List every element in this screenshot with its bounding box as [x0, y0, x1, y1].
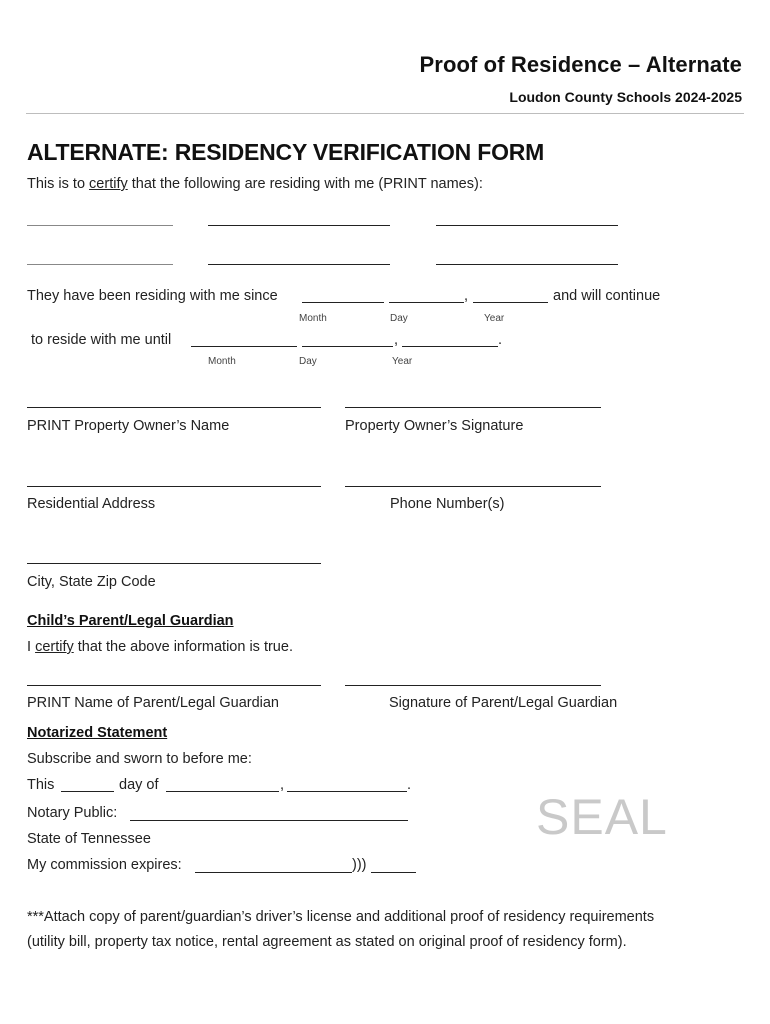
since-day-label: Day	[390, 313, 408, 324]
guardian-name-field[interactable]	[27, 685, 321, 686]
until-text: to reside with me until	[31, 332, 172, 348]
notary-day-of-text: day of	[119, 777, 159, 793]
guardian-certify-text	[27, 639, 293, 655]
until-year-field[interactable]	[402, 346, 498, 347]
notary-comma: ,	[280, 777, 285, 793]
until-year-label: Year	[392, 356, 413, 367]
notary-state-text: State of Tennessee	[27, 831, 151, 847]
notary-year-field[interactable]	[287, 791, 407, 792]
since-year-label: Year	[484, 313, 505, 324]
intro-post: that the following are residing with me (PRINT names):	[127, 176, 483, 192]
owner-signature-field[interactable]	[345, 407, 601, 408]
footer-note-line-2: (utility bill, property tax notice, rental agreement as stated on original proof of residency form).	[27, 934, 627, 950]
notary-heading: Notarized Statement	[27, 725, 168, 741]
notary-day-field[interactable]	[61, 791, 114, 792]
phone-label: Phone Number(s)	[390, 496, 505, 512]
guardian-certify-word: certify	[35, 639, 74, 655]
since-tail: and will continue	[553, 288, 661, 304]
since-text: They have been residing with me since	[27, 288, 278, 304]
form-title: ALTERNATE: RESIDENCY VERIFICATION FORM	[27, 139, 545, 165]
notary-month-field[interactable]	[166, 791, 279, 792]
until-day-field[interactable]	[302, 346, 393, 347]
until-period: .	[498, 332, 503, 348]
intro-text	[27, 176, 483, 192]
resident-name-field-2[interactable]	[208, 225, 390, 226]
resident-name-field-6[interactable]	[436, 264, 618, 265]
page-subtitle: Loudon County Schools 2024-2025	[509, 89, 742, 105]
until-comma: ,	[394, 332, 399, 348]
phone-field[interactable]	[345, 486, 601, 487]
commission-label: My commission expires:	[27, 857, 182, 873]
intro-certify: certify	[89, 176, 128, 192]
address-field[interactable]	[27, 486, 321, 487]
until-month-label: Month	[208, 356, 236, 367]
commission-date-field[interactable]	[195, 872, 352, 873]
notary-this-text: This	[27, 777, 55, 793]
notary-sworn-text: Subscribe and sworn to before me:	[27, 751, 252, 767]
guardian-certify-pre: I	[27, 639, 36, 655]
commission-extra-field[interactable]	[371, 872, 416, 873]
since-year-field[interactable]	[473, 302, 548, 303]
since-month-label: Month	[299, 313, 327, 324]
commission-suffix: )))	[352, 857, 367, 873]
page-title: Proof of Residence – Alternate	[419, 52, 742, 77]
address-label: Residential Address	[27, 496, 156, 512]
since-day-field[interactable]	[389, 302, 464, 303]
owner-name-label: PRINT Property Owner’s Name	[27, 418, 230, 434]
footer-note-line-1: ***Attach copy of parent/guardian’s driver’s license and additional proof of residency requirements	[27, 909, 655, 925]
resident-name-field-3[interactable]	[436, 225, 618, 226]
guardian-heading: Child’s Parent/Legal Guardian	[27, 613, 234, 629]
notary-public-field[interactable]	[130, 820, 408, 821]
notary-public-label: Notary Public:	[27, 805, 118, 821]
resident-name-field-4[interactable]	[27, 264, 173, 265]
city-state-zip-field[interactable]	[27, 563, 321, 564]
resident-name-field-1[interactable]	[27, 225, 173, 226]
header-divider	[26, 113, 744, 114]
owner-signature-label: Property Owner’s Signature	[345, 418, 524, 434]
seal-placeholder: SEAL	[536, 789, 668, 845]
since-month-field[interactable]	[302, 302, 384, 303]
until-month-field[interactable]	[191, 346, 297, 347]
intro-pre: This is to	[27, 176, 90, 192]
since-comma: ,	[464, 288, 469, 304]
city-state-zip-label: City, State Zip Code	[27, 574, 156, 590]
guardian-name-label: PRINT Name of Parent/Legal Guardian	[27, 695, 280, 711]
guardian-signature-label: Signature of Parent/Legal Guardian	[389, 695, 618, 711]
owner-name-field[interactable]	[27, 407, 321, 408]
resident-name-field-5[interactable]	[208, 264, 390, 265]
guardian-signature-field[interactable]	[345, 685, 601, 686]
guardian-certify-post: that the above information is true.	[73, 639, 293, 655]
until-day-label: Day	[299, 356, 317, 367]
notary-period: .	[407, 777, 412, 793]
